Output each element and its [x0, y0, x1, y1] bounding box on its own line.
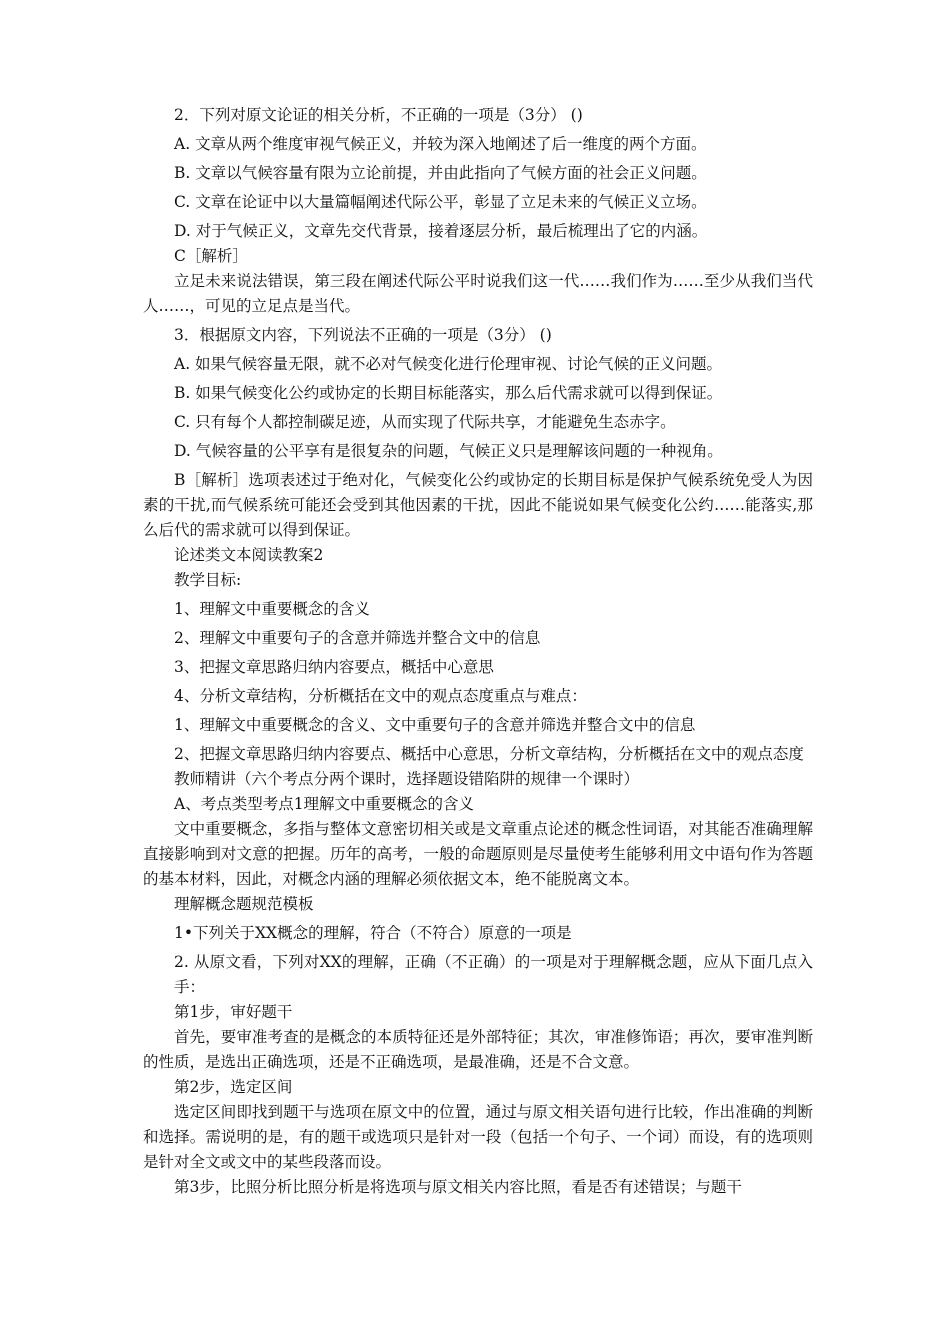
step-2-paragraph: 选定区间即找到题干与选项在原文中的位置，通过与原文相关语句进行比较，作出准确的判断和选择。需说明的是，有的题干或选项只是针对一段（包括一个句子、一个词）而设，有的选项则是针对全文或文中的某些段落而设。: [143, 1103, 813, 1171]
step-1-heading: 第1步，审好题干: [174, 1003, 293, 1021]
question-2-explanation: 立足未来说法错误，第三段在阐述代际公平时说我们这一代……我们作为……至少从我们当代人……，可见的立足点是当代。: [143, 272, 813, 315]
teaching-goals-heading: 教学目标:: [174, 571, 242, 589]
template-item-1: 1•下列关于XX概念的理解，符合（不符合）原意的一项是: [174, 924, 572, 942]
question-2-option-b: B. 文章以气候容量有限为立论前提，并由此指向了气候方面的社会正义问题。: [174, 164, 707, 182]
question-2-stem: 2．下列对原文论证的相关分析，不正确的一项是（3分） (): [174, 106, 583, 124]
document-page: [143, 103, 813, 1200]
question-2-option-c: C. 文章在论证中以大量篇幅阐述代际公平，彰显了立足未来的气候正义立场。: [174, 193, 707, 211]
teacher-lecture-heading: 教师精讲（六个考点分两个课时，选择题设错陷阱的规律一个课时）: [174, 770, 640, 788]
question-2-option-d: D. 对于气候正义，文章先交代背景，接着逐层分析，最后梳理出了它的内涵。: [174, 222, 708, 240]
question-3-explanation: B［解析］选项表述过于绝对化，气候变化公约或协定的长期目标是保护气候系统免受人为因素的干扰,而气候系统可能还会受到其他因素的干扰，因此不能说如果气候变化公约……能落实,那么后代的需求就可以得到保证。: [143, 471, 813, 539]
question-2-option-a: A. 文章从两个维度审视气候正义，并较为深入地阐述了后一维度的两个方面。: [174, 135, 707, 153]
concept-paragraph: 文中重要概念，多指与整体文意密切相关或是文章重点论述的概念性词语，对其能否准确理解直接影响到对文意的把握。历年的高考，一般的命题原则是尽量使考生能够利用文中语句作为答题的基本材料，因此，对概念内涵的理解必须依据文本，绝不能脱离文本。: [143, 820, 813, 888]
step-1-paragraph: 首先，要审准考查的是概念的本质特征还是外部特征；其次，审准修饰语；再次，要审准判断的性质，是选出正确选项，还是不正确选项，是最准确，还是不合文意。: [143, 1028, 813, 1071]
question-3-option-c: C. 只有每个人都控制碳足迹，从而实现了代际共享，才能避免生态赤字。: [174, 413, 676, 431]
template-heading: 理解概念题规范模板: [174, 895, 314, 913]
step-3-paragraph: 第3步，比照分析比照分析是将选项与原文相关内容比照，看是否有述错误；与题干: [174, 1178, 742, 1196]
template-item-2: 2. 从原文看，下列对XX的理解，正确（不正确）的一项是对于理解概念题，应从下面几点入手：: [174, 953, 813, 996]
question-2-answer: C［解析］: [174, 247, 248, 265]
teaching-goal-1: 1、理解文中重要概念的含义: [174, 600, 370, 618]
question-3-option-d: D. 气候容量的公平享有是很复杂的问题，气候正义只是理解该问题的一种视角。: [174, 442, 723, 460]
key-point-2: 2、把握文章思路归纳内容要点、概括中心意思，分析文章结构，分析概括在文中的观点态度: [174, 745, 804, 763]
step-2-heading: 第2步，选定区间: [174, 1078, 293, 1096]
teaching-goal-4: 4、分析文章结构，分析概括在文中的观点态度重点与难点：: [174, 687, 587, 705]
question-3-option-b: B. 如果气候变化公约或协定的长期目标能落实，那么后代需求就可以得到保证。: [174, 384, 723, 402]
question-3-stem: 3．根据原文内容，下列说法不正确的一项是（3分） (): [174, 326, 552, 344]
lesson-plan-title: 论述类文本阅读教案2: [174, 546, 324, 564]
teaching-goal-2: 2、理解文中重要句子的含意并筛选并整合文中的信息: [174, 629, 541, 647]
question-3-option-a: A. 如果气候容量无限，就不必对气候变化进行伦理审视、讨论气候的正义问题。: [174, 355, 723, 373]
teaching-goal-3: 3、把握文章思路归纳内容要点，概括中心意思: [174, 658, 494, 676]
key-point-1: 1、理解文中重要概念的含义、文中重要句子的含意并筛选并整合文中的信息: [174, 716, 696, 734]
exam-point-heading: A、考点类型考点1理解文中重要概念的含义: [174, 795, 475, 813]
